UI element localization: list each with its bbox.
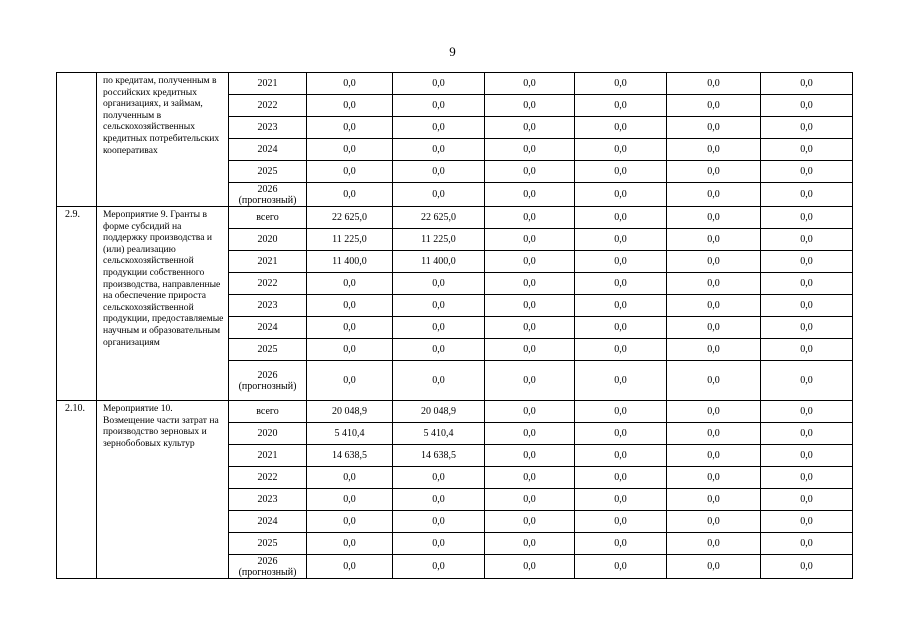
- value-cell: 0,0: [485, 339, 575, 361]
- value-cell: 0,0: [761, 251, 853, 273]
- value-cell: 20 048,9: [393, 401, 485, 423]
- value-cell: 0,0: [393, 533, 485, 555]
- value-cell: 0,0: [667, 117, 761, 139]
- year-cell: [229, 555, 307, 579]
- table-row: [57, 207, 853, 229]
- value-cell: 0,0: [667, 295, 761, 317]
- year-cell: [229, 117, 307, 139]
- year-label: 2024: [257, 144, 278, 155]
- value-cell: 0,0: [485, 401, 575, 423]
- value-cell: 0,0: [307, 511, 393, 533]
- year-label: 2025: [257, 344, 278, 355]
- value-cell: 0,0: [761, 295, 853, 317]
- value-cell: 0,0: [307, 73, 393, 95]
- value-cell: 0,0: [393, 161, 485, 183]
- item-number: [57, 73, 97, 207]
- value-cell: 0,0: [761, 361, 853, 401]
- value-cell: 0,0: [575, 161, 667, 183]
- year-label: 2022: [257, 278, 278, 289]
- value-cell: 0,0: [667, 95, 761, 117]
- year-cell: [229, 183, 307, 207]
- value-cell: 0,0: [667, 339, 761, 361]
- value-cell: 0,0: [761, 139, 853, 161]
- year-cell: [229, 251, 307, 273]
- year-cell: [229, 401, 307, 423]
- value-cell: 0,0: [307, 117, 393, 139]
- value-cell: 0,0: [575, 229, 667, 251]
- value-cell: 0,0: [667, 511, 761, 533]
- value-cell: 0,0: [667, 423, 761, 445]
- value-cell: 0,0: [667, 401, 761, 423]
- year-label: 2023: [257, 494, 278, 505]
- value-cell: 20 048,9: [307, 401, 393, 423]
- value-cell: 0,0: [667, 139, 761, 161]
- value-cell: 0,0: [761, 339, 853, 361]
- value-cell: 0,0: [485, 533, 575, 555]
- year-label: 2022: [257, 472, 278, 483]
- year-label: 2020: [257, 234, 278, 245]
- value-cell: 0,0: [393, 73, 485, 95]
- value-cell: 0,0: [667, 207, 761, 229]
- value-cell: 0,0: [575, 423, 667, 445]
- value-cell: 0,0: [667, 73, 761, 95]
- value-cell: 0,0: [575, 339, 667, 361]
- value-cell: 0,0: [761, 511, 853, 533]
- value-cell: 11 400,0: [393, 251, 485, 273]
- value-cell: 0,0: [575, 273, 667, 295]
- value-cell: 0,0: [307, 295, 393, 317]
- value-cell: 0,0: [761, 273, 853, 295]
- value-cell: 0,0: [393, 339, 485, 361]
- year-cell: [229, 73, 307, 95]
- value-cell: 0,0: [667, 317, 761, 339]
- value-cell: 0,0: [393, 489, 485, 511]
- value-cell: 0,0: [761, 489, 853, 511]
- value-cell: 0,0: [761, 423, 853, 445]
- value-cell: 0,0: [393, 511, 485, 533]
- value-cell: 0,0: [307, 95, 393, 117]
- value-cell: 0,0: [485, 423, 575, 445]
- year-label: 2021: [257, 450, 278, 461]
- year-label: 2020: [257, 428, 278, 439]
- year-cell: [229, 207, 307, 229]
- year-cell: [229, 511, 307, 533]
- year-cell: [229, 139, 307, 161]
- value-cell: 0,0: [667, 229, 761, 251]
- value-cell: 0,0: [575, 511, 667, 533]
- value-cell: 0,0: [575, 361, 667, 401]
- value-cell: 11 225,0: [393, 229, 485, 251]
- value-cell: 0,0: [575, 317, 667, 339]
- value-cell: 0,0: [575, 489, 667, 511]
- value-cell: 0,0: [575, 533, 667, 555]
- page-number: 9: [449, 44, 456, 59]
- value-cell: 0,0: [485, 161, 575, 183]
- value-cell: 0,0: [485, 295, 575, 317]
- year-label: 2025: [257, 538, 278, 549]
- value-cell: 0,0: [667, 161, 761, 183]
- value-cell: 0,0: [667, 489, 761, 511]
- value-cell: 0,0: [485, 445, 575, 467]
- value-cell: 0,0: [667, 361, 761, 401]
- value-cell: 0,0: [667, 251, 761, 273]
- value-cell: 0,0: [575, 401, 667, 423]
- value-cell: 0,0: [761, 467, 853, 489]
- value-cell: 0,0: [485, 273, 575, 295]
- year-cell: [229, 161, 307, 183]
- item-name: Мероприятие 10. Возмещение части затрат на производство зерновых и зернобобовых культур: [97, 401, 229, 579]
- value-cell: 0,0: [761, 445, 853, 467]
- value-cell: 11 400,0: [307, 251, 393, 273]
- value-cell: 0,0: [307, 467, 393, 489]
- value-cell: 0,0: [307, 339, 393, 361]
- year-label: 2022: [257, 100, 278, 111]
- year-cell: [229, 339, 307, 361]
- value-cell: 0,0: [575, 467, 667, 489]
- year-label: 2023: [257, 300, 278, 311]
- value-cell: 0,0: [485, 229, 575, 251]
- year-cell: [229, 95, 307, 117]
- year-label: 2024: [257, 516, 278, 527]
- year-cell: [229, 467, 307, 489]
- value-cell: 22 625,0: [393, 207, 485, 229]
- year-label: 2026: [257, 183, 278, 195]
- value-cell: 14 638,5: [393, 445, 485, 467]
- value-cell: 0,0: [307, 489, 393, 511]
- value-cell: 0,0: [575, 73, 667, 95]
- year-label: 2024: [257, 322, 278, 333]
- value-cell: 0,0: [307, 317, 393, 339]
- value-cell: 0,0: [393, 139, 485, 161]
- value-cell: 0,0: [575, 295, 667, 317]
- table-row: [57, 401, 853, 423]
- year-cell: [229, 229, 307, 251]
- value-cell: 0,0: [393, 95, 485, 117]
- year-note: (прогнозный): [238, 380, 297, 392]
- value-cell: 0,0: [485, 467, 575, 489]
- year-label: всего: [256, 212, 279, 223]
- value-cell: 22 625,0: [307, 207, 393, 229]
- value-cell: 0,0: [575, 251, 667, 273]
- year-cell: [229, 317, 307, 339]
- value-cell: 0,0: [761, 95, 853, 117]
- value-cell: 0,0: [485, 361, 575, 401]
- value-cell: 0,0: [575, 445, 667, 467]
- value-cell: 5 410,4: [307, 423, 393, 445]
- year-label: 2021: [257, 78, 278, 89]
- value-cell: 0,0: [307, 361, 393, 401]
- year-label: 2025: [257, 166, 278, 177]
- value-cell: 0,0: [575, 183, 667, 207]
- item-number: 2.9.: [57, 207, 97, 401]
- value-cell: 0,0: [761, 533, 853, 555]
- value-cell: 0,0: [761, 73, 853, 95]
- value-cell: 0,0: [575, 139, 667, 161]
- value-cell: 0,0: [393, 295, 485, 317]
- value-cell: 0,0: [667, 273, 761, 295]
- value-cell: 0,0: [485, 183, 575, 207]
- year-cell: [229, 489, 307, 511]
- value-cell: 0,0: [307, 555, 393, 579]
- value-cell: 0,0: [485, 317, 575, 339]
- program-table: [56, 72, 853, 579]
- item-name: Мероприятие 9. Гранты в форме субсидий на поддержку производства и (или) реализацию сельскохозяйственной продукции собственного производства, направленные на обеспечение прироста сельскохозяйственной продукции, предоставляемые научным и образовательным организациям: [97, 207, 229, 401]
- value-cell: 0,0: [485, 95, 575, 117]
- year-cell: [229, 361, 307, 401]
- value-cell: 0,0: [575, 95, 667, 117]
- year-label: 2026: [257, 555, 278, 567]
- year-cell: [229, 295, 307, 317]
- value-cell: 5 410,4: [393, 423, 485, 445]
- value-cell: 0,0: [393, 117, 485, 139]
- value-cell: 11 225,0: [307, 229, 393, 251]
- item-name: по кредитам, полученным в российских кредитных организациях, и займам, полученным в сельскохозяйственных кредитных потребительских кооперативах: [97, 73, 229, 207]
- value-cell: 0,0: [667, 533, 761, 555]
- value-cell: 0,0: [393, 361, 485, 401]
- value-cell: 0,0: [393, 317, 485, 339]
- value-cell: 0,0: [307, 533, 393, 555]
- value-cell: 0,0: [485, 511, 575, 533]
- year-label: 2021: [257, 256, 278, 267]
- value-cell: 0,0: [485, 117, 575, 139]
- year-cell: [229, 273, 307, 295]
- value-cell: 0,0: [485, 489, 575, 511]
- year-cell: [229, 423, 307, 445]
- item-number: 2.10.: [57, 401, 97, 579]
- value-cell: 0,0: [393, 183, 485, 207]
- value-cell: 0,0: [761, 555, 853, 579]
- value-cell: 0,0: [575, 555, 667, 579]
- year-note: (прогнозный): [238, 194, 297, 206]
- year-cell: [229, 445, 307, 467]
- value-cell: 0,0: [485, 73, 575, 95]
- value-cell: 0,0: [761, 183, 853, 207]
- value-cell: 0,0: [575, 207, 667, 229]
- value-cell: 0,0: [485, 555, 575, 579]
- value-cell: 0,0: [485, 139, 575, 161]
- value-cell: 0,0: [575, 117, 667, 139]
- value-cell: 0,0: [761, 317, 853, 339]
- value-cell: 14 638,5: [307, 445, 393, 467]
- value-cell: 0,0: [667, 555, 761, 579]
- value-cell: 0,0: [485, 251, 575, 273]
- year-note: (прогнозный): [238, 566, 297, 578]
- value-cell: 0,0: [393, 555, 485, 579]
- value-cell: 0,0: [485, 207, 575, 229]
- year-label: 2026: [257, 369, 278, 381]
- table-row: [57, 73, 853, 95]
- value-cell: 0,0: [761, 161, 853, 183]
- value-cell: 0,0: [761, 401, 853, 423]
- value-cell: 0,0: [307, 183, 393, 207]
- value-cell: 0,0: [667, 467, 761, 489]
- value-cell: 0,0: [761, 229, 853, 251]
- year-cell: [229, 533, 307, 555]
- value-cell: 0,0: [393, 273, 485, 295]
- value-cell: 0,0: [307, 161, 393, 183]
- value-cell: 0,0: [761, 207, 853, 229]
- value-cell: 0,0: [667, 445, 761, 467]
- value-cell: 0,0: [307, 273, 393, 295]
- value-cell: 0,0: [761, 117, 853, 139]
- year-label: всего: [256, 406, 279, 417]
- value-cell: 0,0: [393, 467, 485, 489]
- value-cell: 0,0: [667, 183, 761, 207]
- year-label: 2023: [257, 122, 278, 133]
- value-cell: 0,0: [307, 139, 393, 161]
